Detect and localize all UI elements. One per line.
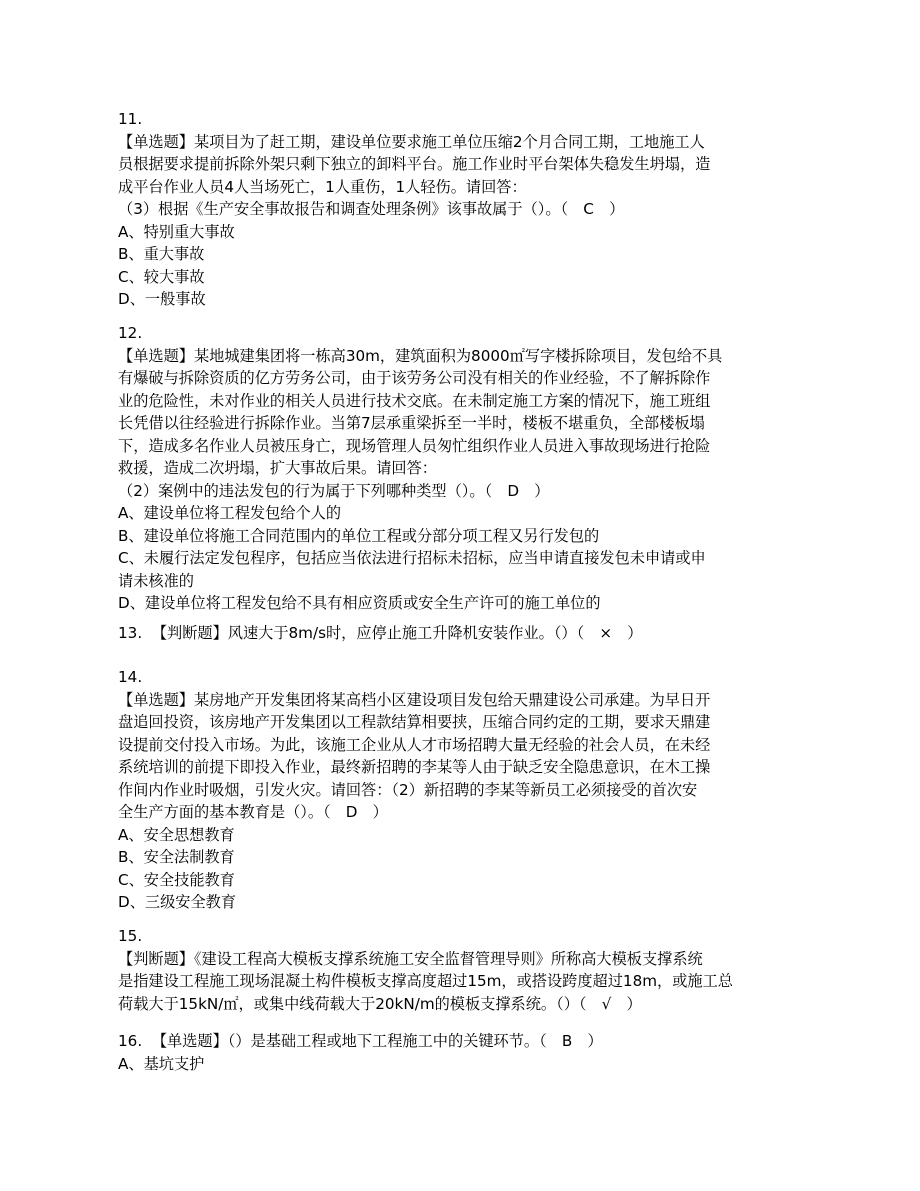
question-text-line: 有爆破与拆除资质的亿方劳务公司，由于该劳务公司没有相关的作业经验，不了解拆除作 <box>118 369 711 387</box>
option-c: C、未履行法定发包程序，包括应当依法进行招标未招标，应当申请直接发包未申请或申 <box>118 549 706 567</box>
question-line <box>118 1030 798 1053</box>
question-text-line: 【判断题】《建设工程高大模板支撑系统施工安全监督管理导则》所称高大模板支撑系统 <box>118 949 703 968</box>
question-text-line: 盘追回投资，该房地产开发集团以工程款结算相要挟，压缩合同约定的工期，要求天鼎建 <box>118 713 711 731</box>
question-11 <box>118 108 798 311</box>
option-a: A、基坑支护 <box>118 1054 205 1073</box>
option-d: D、一般事故 <box>118 290 206 308</box>
question-text-line: 【单选题】某房地产开发集团将某高档小区建设项目发包给天鼎建设公司承建。为早日开 <box>118 690 711 709</box>
question-text-line: 下，造成多名作业人员被压身亡，现场管理人员匆忙组织作业人员进入事故现场进行抢险 <box>118 436 711 455</box>
option-b: B、建设单位将施工合同范围内的单位工程或分部分项工程又另行发包的 <box>118 526 600 545</box>
question-prompt: （3）根据《生产安全事故报告和调查处理条例》该事故属于（）。（ C ） <box>118 200 625 218</box>
option-d: D、三级安全教育 <box>118 893 237 911</box>
question-13 <box>118 622 798 645</box>
question-text-line: 成平台作业人员4人当场死亡，1人重伤，1人轻伤。请回答： <box>118 177 527 196</box>
question-text-line: 业的危险性，未对作业的相关人员进行技术交底。在未制定施工方案的情况下，施工班组 <box>118 391 711 410</box>
question-text-line: 作间内作业时吸烟，引发火灾。请回答：（2）新招聘的李某等新员工必须接受的首次安 <box>118 780 698 799</box>
question-text: 【判断题】风速大于8m/s时，应停止施工升降机安装作业。（）（ × ） <box>151 624 643 642</box>
question-inline-spacer <box>142 624 152 642</box>
question-12 <box>118 322 798 615</box>
option-b: B、安全法制教育 <box>118 848 235 866</box>
question-number: 14. <box>118 668 143 686</box>
question-text-line: 员根据要求提前拆除外架只剩下独立的卸料平台。施工作业时平台架体失稳发生坍塌，造 <box>118 155 711 173</box>
question-14 <box>118 666 798 914</box>
question-inline-spacer <box>142 1032 152 1050</box>
question-15 <box>118 925 798 1015</box>
question-text: 【单选题】（）是基础工程或地下工程施工中的关键环节。（ B ） <box>151 1032 603 1050</box>
question-number: 11. <box>118 110 143 128</box>
question-prompt: （2）案例中的违法发包的行为属于下列哪种类型（）。（ D ） <box>118 481 550 500</box>
question-line <box>118 622 798 645</box>
question-text-line: 是指建设工程施工现场混凝土构件模板支撑高度超过15m，或搭设跨度超过18m，或施工总 <box>118 972 733 990</box>
question-text-line: 系统培训的前提下即投入作业，最终新招聘的李某等人由于缺乏安全隐患意识，在木工操 <box>118 758 711 776</box>
question-prompt: 全生产方面的基本教育是（）。（ D ） <box>118 803 388 821</box>
option-a: A、安全思想教育 <box>118 825 235 844</box>
question-text-line: 救援，造成二次坍塌，扩大事故后果。请回答： <box>118 459 437 477</box>
option-a: A、特别重大事故 <box>118 222 235 241</box>
option-a: A、建设单位将工程发包给个人的 <box>118 504 342 522</box>
question-text-line: 长凭借以往经验进行拆除作业。当第7层承重梁拆至一半时，楼板不堪重负，全部楼板塌 <box>118 414 705 432</box>
question-number: 12. <box>118 324 143 342</box>
option-c: C、安全技能教育 <box>118 870 235 889</box>
question-text-line: 设提前交付投入市场。为此，该施工企业从人才市场招聘大量无经验的社会人员，在未经 <box>118 735 711 754</box>
question-16 <box>118 1030 798 1075</box>
option-d: D、建设单位将工程发包给不具有相应资质或安全生产许可的施工单位的 <box>118 594 601 612</box>
question-text-line: 【单选题】某项目为了赶工期，建设单位要求施工单位压缩2个月合同工期，工地施工人 <box>118 132 705 151</box>
question-text-line: 【单选题】某地城建集团将一栋高30m，建筑面积为8000㎡写字楼拆除项目，发包给不具 <box>118 346 723 365</box>
option-b: B、重大事故 <box>118 245 205 263</box>
question-number: 15. <box>118 927 143 945</box>
question-text-line: 荷载大于15kN/㎡，或集中线荷载大于20kN/m的模板支撑系统。（）（ √ ） <box>118 994 642 1013</box>
option-c-continued: 请未核准的 <box>118 571 194 590</box>
question-number: 16. <box>118 1032 143 1050</box>
question-number: 13. <box>118 624 143 642</box>
option-c: C、较大事故 <box>118 267 205 286</box>
